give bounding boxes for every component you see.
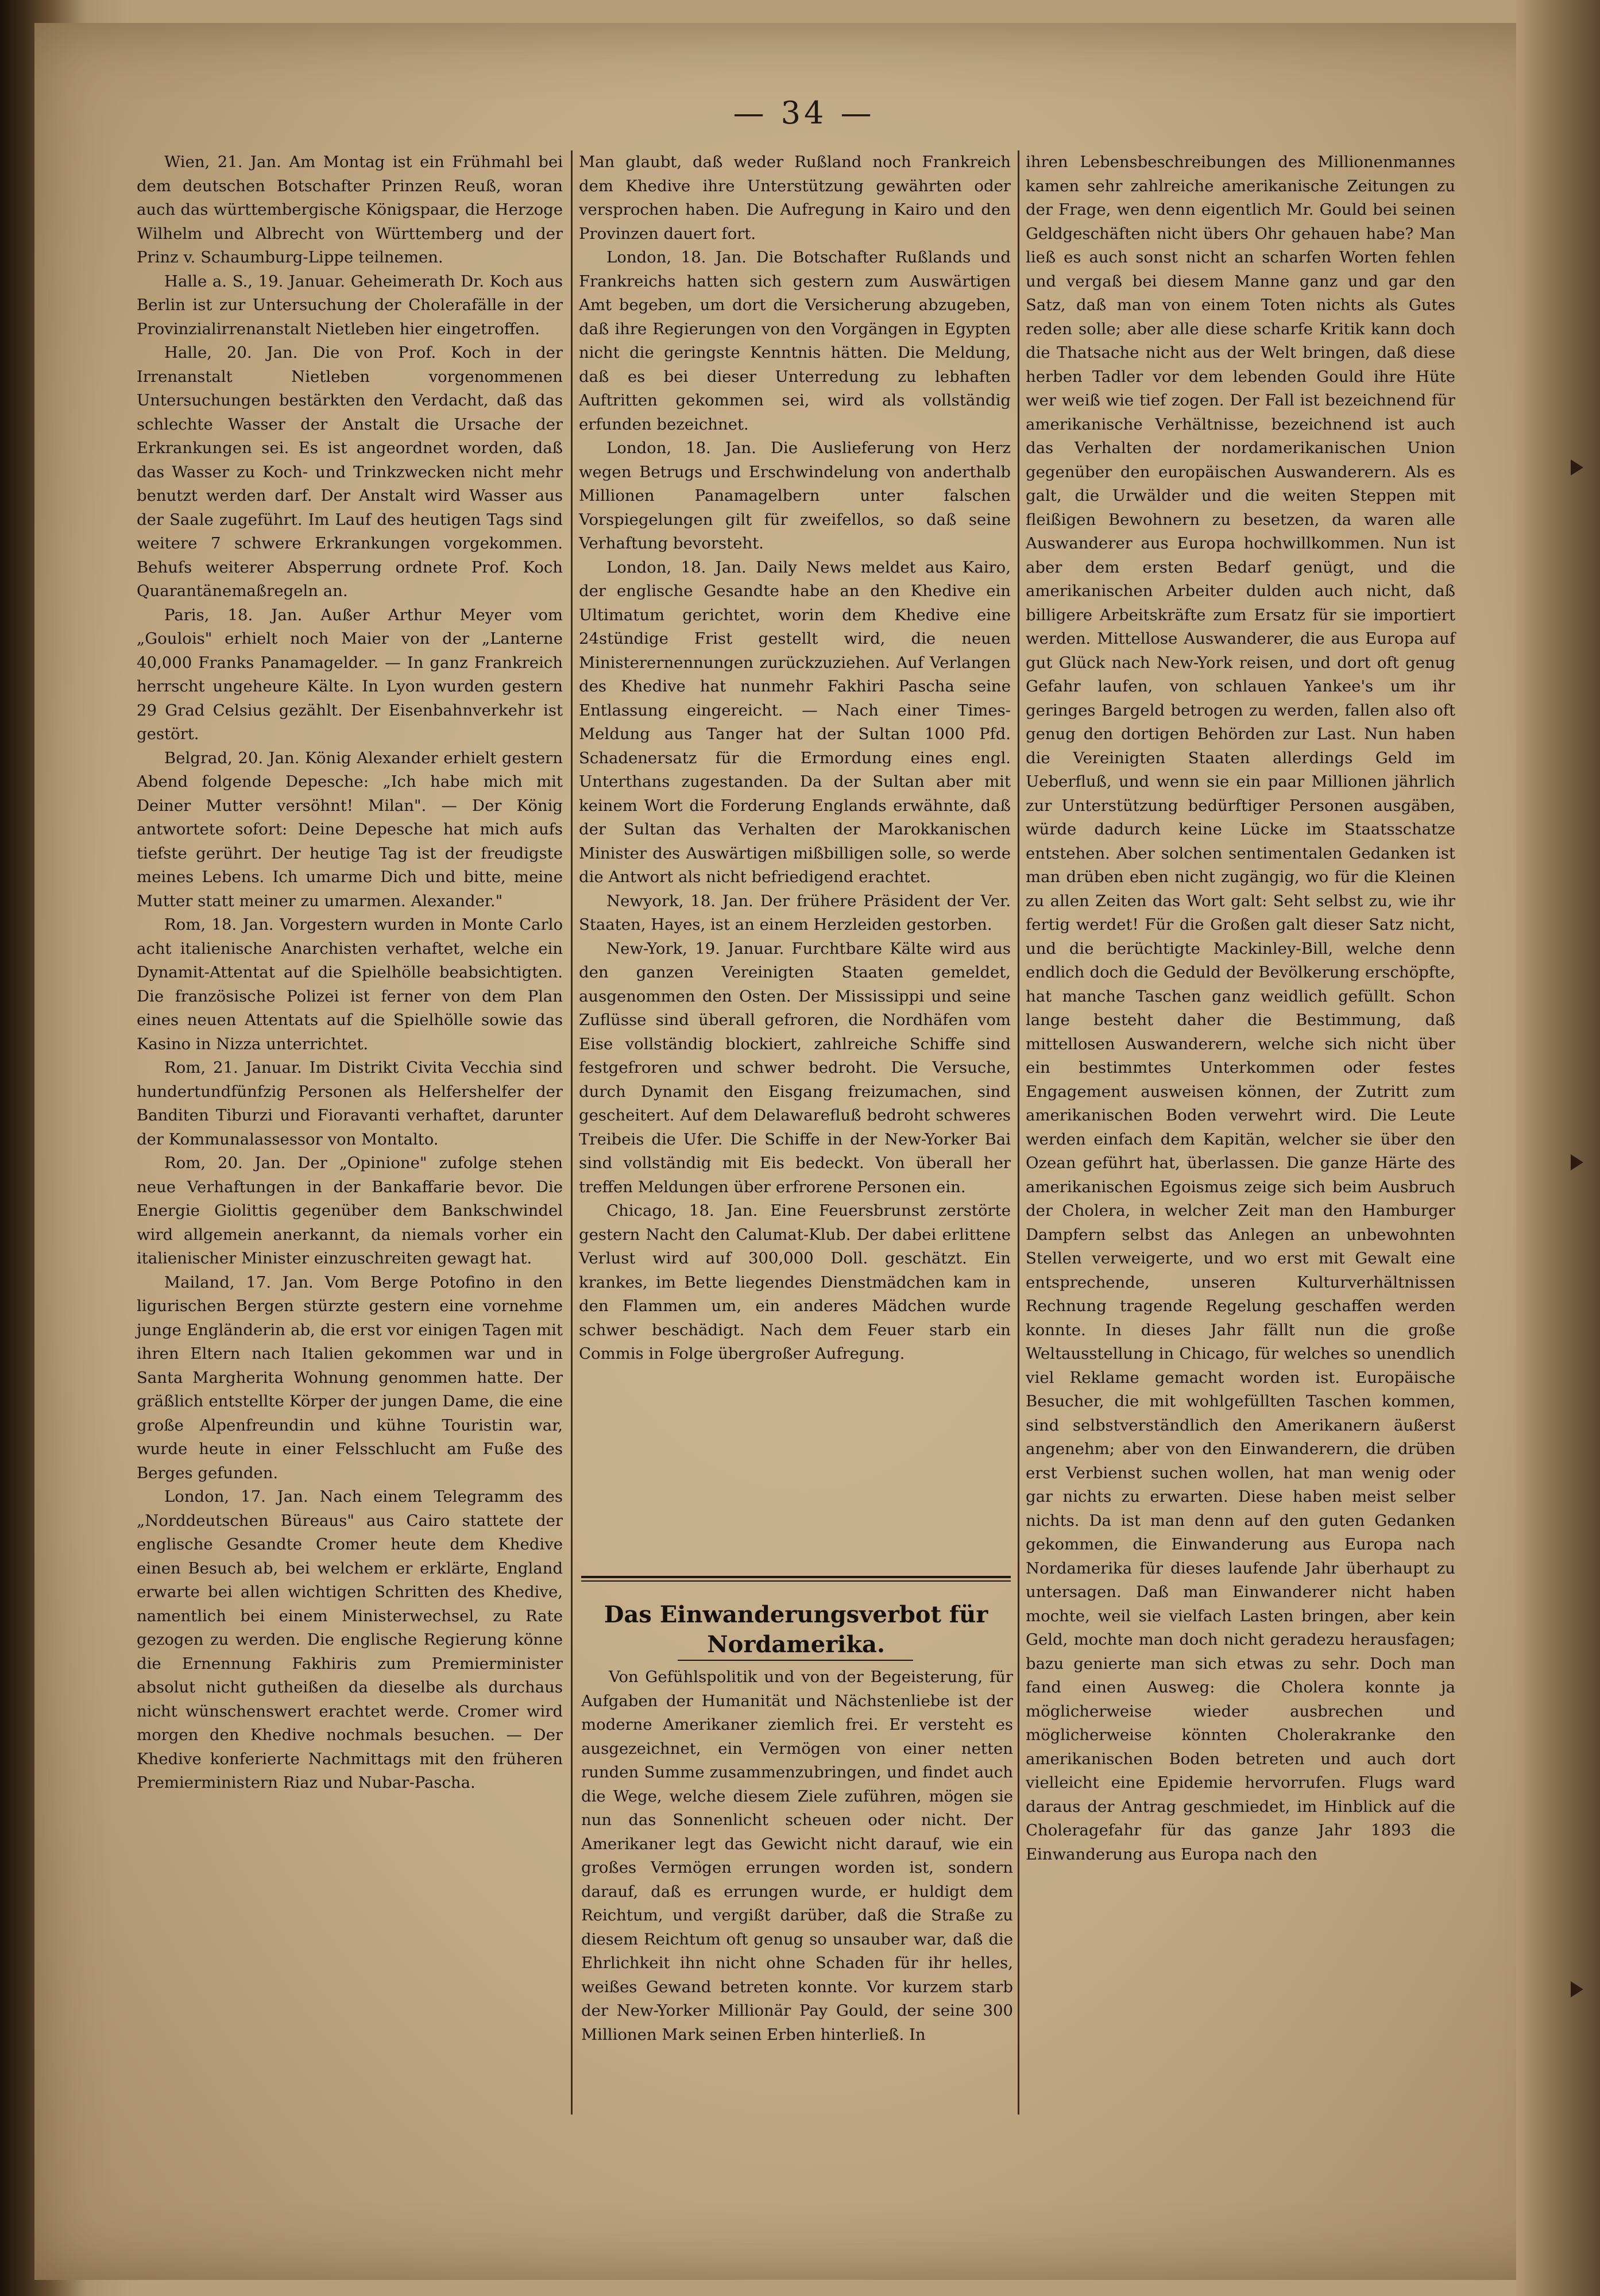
column-1	[137, 150, 563, 1795]
page-edge	[1516, 0, 1600, 2296]
news-item-newyork-19: New-York, 19. Januar. Furchtbare Kälte wird aus den ganzen Vereinigten Staaten gemeldet, ausgenommen den Osten. Der Mississippi und seine Zuflüsse sind überall gefroren, die Nordhäfen vom Eise vollständig blockiert, zahlreiche Schiffe sind festgefroren und schwer bedroht. Die Versuche, durch Dynamit den Eisgang freizumachen, sind gescheitert. Auf dem Delawarefluß bedroht schweres Treibeis die Ufer. Die Schiffe in der New-Yorker Bai sind vollständig mit Eis bedeckt. Von überall her treffen Meldungen über erfrorene Personen ein.	[579, 939, 1011, 1196]
news-item-rom-21: Rom, 21. Januar. Im Distrikt Civita Vecchia sind hundertundfünfzig Personen als Helfershelfer der Banditen Tiburzi und Fioravanti verhaftet, darunter der Kommunalassessor von Montalto.	[137, 1058, 563, 1149]
headline-underline	[678, 1660, 913, 1661]
section-rule	[581, 1576, 1011, 1578]
news-item-paris: Paris, 18. Jan. Außer Arthur Meyer vom „Goulois" erhielt noch Maier von der „Lanterne 40,000 Franks Panamagelder. — In ganz Frankreich herrscht ungeheure Kälte. In Lyon wurden gestern 29 Grad Celsius gezählt. Der Eisenbahnverkehr ist gestört.	[137, 605, 563, 743]
news-item-rom-20: Rom, 20. Jan. Der „Opinione" zufolge stehen neue Verhaftungen in der Bankaffarie bevor. Die Energie Giolittis gegenüber dem Bankschwindel wird allgemein anerkannt, da niemals vorher ein italienischer Minister einzuschreiten gewagt hat.	[137, 1154, 563, 1267]
page-number: — 34 —	[733, 95, 875, 131]
headline-line-2: Nordamerika.	[707, 1631, 885, 1658]
column-2	[579, 150, 1011, 1366]
article-continued: ihren Lebensbeschreibungen des Millionenmannes kamen sehr zahlreiche amerikanische Zeitungen zu der Frage, wen denn eigentlich Mr. Gould bei seinen Geldgeschäften nicht übers Ohr gehauen habe? Man ließ es auch sonst nicht an scharfen Worten fehlen und vergaß bei diesem Manne ganz und gar den Satz, daß man von einem Toten nichts als Gutes reden solle; aber alle diese scharfe Kritik kann doch die Thatsache nicht aus der Welt bringen, daß diese herben Tadler vor dem lebenden Gould ihre Hüte wer weiß wie tief zogen. Der Fall ist bezeichnend für amerikanische Verhältnisse, bezeichnend ist auch das Verhalten der nordamerikanischen Union gegenüber den europäischen Auswanderern. Als es galt, die Urwälder und die weiten Steppen mit fleißigen Bewohnern zu besetzen, da waren alle Auswanderer aus Europa hochwillkommen. Nun ist aber dem ersten Bedarf genügt, und die amerikanischen Arbeiter dulden auch nicht, daß billigere Arbeitskräfte zum Ersatz für sie importiert werden. Mittellose Auswanderer, die aus Europa auf gut Glück nach New-York reisen, und dort oft genug Gefahr laufen, von schlauen Yankee's um ihr geringes Bargeld betrogen zu werden, fallen also oft genug den dortigen Behörden zur Last. Nun haben die Vereinigten Staaten allerdings Geld im Ueberfluß, und wenn sie ein paar Millionen jährlich zur Unterstützung bedürftiger Personen ausgäben, würde dadurch keine Lücke im Staatsschatze entstehen. Aber solchen sentimentalen Gedanken ist man drüben eben nicht zugängig, wo für die Kleinen zu allen Zeiten das Wort galt: Seht selbst zu, wie ihr fertig werdet! Für die Großen galt dieser Satz nicht, und die berüchtigte Mackinley-Bill, welche denn endlich doch die Geduld der Bevölkerung erschöpfte, hat manche Taschen ganz weidlich gefüllt. Schon lange besteht daher die Bestimmung, daß mittellosen Auswanderern, welche sich nicht über ein bestimmtes Unterkommen oder festes Engagement ausweisen können, der Zutritt zum amerikanischen Boden verwehrt wird. Die Leute werden einfach dem Kapitän, welcher sie über den Ozean geführt hat, überlassen. Die ganze Härte des amerikanischen Egoismus zeige sich beim Ausbruch der Cholera, in welcher Zeit man den Hamburger Dampfern selbst das Anlegen an unbewohnten Stellen verweigerte, und wo erst mit Gewalt eine entsprechende, unseren Kulturverhältnissen Rechnung tragende Regelung geschaffen werden konnte. In dieses Jahr fällt nun die große Weltausstellung in Chicago, für welches so unendlich viel Reklame gemacht worden ist. Europäische Besucher, die mit wohlgefüllten Taschen kommen, sind selbstverständlich den Amerikanern äußerst angenehm; aber von den Einwanderern, die drüben erst Verbienst suchen wollen, hat man wenig oder gar nichts zu erwarten. Diese haben meist selber nichts. Da ist man denn auf den guten Gedanken gekommen, die Einwanderung aus Europa nach Nordamerika für dieses laufende Jahr überhaupt zu untersagen. Daß man Einwanderer nicht haben mochte, weil sie vielfach Lasten bringen, aber kein Geld, mochte man doch nicht geradezu herausfagen; bazu genierte man sich etwas zu sehr. Doch man fand einen Ausweg: die Cholera konnte ja möglicherweise wieder ausbrechen und möglicherweise könnten Cholerakranke den amerikanischen Boden betreten und auch dort vielleicht eine Epidemie hervorrufen. Flugs ward daraus der Antrag geschmiedet, im Hinblick auf die Choleragefahr für das ganze Jahr 1893 die Einwanderung aus Europa nach den	[1026, 153, 1455, 1864]
news-item-halle-20: Halle, 20. Jan. Die von Prof. Koch in der Irrenanstalt Nietleben vorgenommenen Untersuchungen bestärkten den Verdacht, daß das schlechte Wasser der Anstalt die Ursache der Erkrankungen sei. Es ist angeordnet worden, daß das Wasser zu Koch- und Trinkzwecken nicht mehr benutzt werden darf. Der Anstalt wird Wasser aus der Saale zugeführt. Im Lauf des heutigen Tags sind weitere 7 schwere Erkrankungen vorgekommen. Behufs weiterer Absperrung ordnete Prof. Koch Quarantänemaßregeln an.	[137, 343, 563, 600]
news-item-halle-19: Halle a. S., 19. Januar. Geheimerath Dr. Koch aus Berlin ist zur Untersuchung der Cholerafälle in der Provinzialirrenanstalt Nietleben hier eingetroffen.	[137, 272, 563, 338]
column-3	[1026, 150, 1455, 1866]
news-item-chicago: Chicago, 18. Jan. Eine Feuersbrunst zerstörte gestern Nacht den Calumat-Klub. Der dabei erlittene Verlust wird auf 300,000 Doll. geschätzt. Ein krankes, im Bette liegendes Dienstmädchen kam in den Flammen um, ein anderes Mädchen wurde schwer beschädigt. Nach dem Feuer starb ein Commis in Folge übergroßer Aufregung.	[579, 1201, 1011, 1363]
column-divider	[1018, 150, 1019, 2115]
news-item-continued: Man glaubt, daß weder Rußland noch Frankreich dem Khedive ihre Unterstützung gewährten oder versprochen haben. Die Aufregung in Kairo und den Provinzen dauert fort.	[579, 153, 1011, 243]
headline-line-1: Das Einwanderungsverbot für	[604, 1601, 988, 1628]
news-item-belgrad: Belgrad, 20. Jan. König Alexander erhielt gestern Abend folgende Depesche: „Ich habe mich mit Deiner Mutter versöhnt! Milan". — Der König antwortete sofort: Deine Depesche hat mich aufs tiefste gerührt. Der heutige Tag ist der freudigste meines Lebens. Ich umarme Dich und bitte, meine Mutter statt meiner zu umarmen. Alexander."	[137, 748, 563, 910]
article-headline	[581, 1600, 1011, 1660]
news-item-london-18a: London, 18. Jan. Die Botschafter Rußlands und Frankreichs hatten sich gestern zum Auswärtigen Amt begeben, um dort die Versicherung abzugeben, daß ihre Regierungen von den Vorgängen in Egypten nicht die geringste Kenntnis hätten. Die Meldung, daß es bei dieser Unterredung zu lebhaften Auftritten gekommen sei, wird als vollständig erfunden bezeichnet.	[579, 248, 1011, 434]
news-item-mailand: Mailand, 17. Jan. Vom Berge Potofino in den ligurischen Bergen stürzte gestern eine vornehme junge Engländerin ab, die erst vor einigen Tagen mit ihren Eltern nach Italien gekommen war und in Santa Margherita Wohnung genommen hatte. Der gräßlich entstellte Körper der jungen Dame, die eine große Alpenfreundin und kühne Touristin war, wurde heute in einer Felsschlucht am Fuße des Berges gefunden.	[137, 1273, 563, 1482]
column-divider	[571, 150, 573, 2115]
news-item-rom-18: Rom, 18. Jan. Vorgestern wurden in Monte Carlo acht italienische Anarchisten verhaftet, welche ein Dynamit-Attentat auf die Spielhölle beabsichtigten. Die französische Polizei ist ferner von dem Plan eines neuen Attentats auf die Spielhölle sowie das Kasino in Nizza unterrichtet.	[137, 915, 563, 1053]
news-item-london-18c: London, 18. Jan. Daily News meldet aus Kairo, der englische Gesandte habe an den Khedive ein Ultimatum gerichtet, worin dem Khedive eine 24stündige Frist gestellt wird, die neuen Ministerernennungen zurückzuziehen. Auf Verlangen des Khedive hat nunmehr Fakhiri Pascha seine Entlassung eingereicht. — Nach einer Times-Meldung aus Tanger hat der Sultan 1000 Pfd. Schadenersatz für die Ermordung eines engl. Unterthans zugestanden. Da der Sultan aber mit keinem Wort die Forderung Englands erwähnte, daß der Sultan das Verhalten der Marokkanischen Minister des Auswärtigen mißbilligen solle, so werde die Antwort als nicht befriedigend erachtet.	[579, 558, 1011, 886]
news-item-london-17: London, 17. Jan. Nach einem Telegramm des „Norddeutschen Büreaus" aus Cairo stattete der englische Gesandte Cromer heute dem Khedive einen Besuch ab, bei welchem er erklärte, England erwarte bei allen wichtigen Schritten des Khedive, namentlich bei einem Ministerwechsel, zu Rate gezogen zu werden. Die englische Regierung könne die Ernennung Fakhiris zum Premierminister absolut nicht gutheißen da dieselbe als durchaus nicht wünschenswert erachtet werde. Cromer wird morgen den Khedive nochmals besuchen. — Der Khedive konferierte Nachmittags mit den früheren Premierministern Riaz und Nubar-Pascha.	[137, 1487, 563, 1792]
news-item-london-18b: London, 18. Jan. Die Auslieferung von Herz wegen Betrugs und Erschwindelung von anderthalb Millionen Panamagelbern unter falschen Vorspiegelungen gilt für zweifellos, so daß seine Verhaftung bevorsteht.	[579, 439, 1011, 552]
news-item-wien: Wien, 21. Jan. Am Montag ist ein Frühmahl bei dem deutschen Botschafter Prinzen Reuß, woran auch das württembergische Königspaar, die Herzoge Wilhelm und Albrecht von Württemberg und der Prinz v. Schaumburg-Lippe teilnemen.	[137, 153, 563, 266]
article-paragraph: Von Gefühlspolitik und von der Begeisterung, für Aufgaben der Humanität und Nächstenliebe ist der moderne Amerikaner ziemlich frei. Er versteht es ausgezeichnet, ein Vermögen von einer netten runden Summe zusammenzubringen, und findet auch die Wege, welche diesem Ziele zuführen, mögen sie nun das Sonnenlicht scheuen oder nicht. Der Amerikaner legt das Gewicht nicht darauf, wie ein großes Vermögen errungen worden ist, sondern darauf, daß es errungen wurde, er huldigt dem Reichtum, und vergißt darüber, daß die Straße zu diesem Reichtum oft genug so unsauber war, daß die Ehrlichkeit ihn nicht ohne Schaden für ihr helles, weißes Gewand betreten konnte. Vor kurzem starb der New-Yorker Millionär Pay Gould, der seine 300 Millionen Mark seinen Erben hinterließ. In	[581, 1668, 1013, 2044]
section-rule	[581, 1580, 1011, 1582]
news-item-newyork-18: Newyork, 18. Jan. Der frühere Präsident der Ver. Staaten, Hayes, ist an einem Herzleiden gestorben.	[579, 891, 1011, 934]
article-body	[581, 1665, 1013, 2047]
